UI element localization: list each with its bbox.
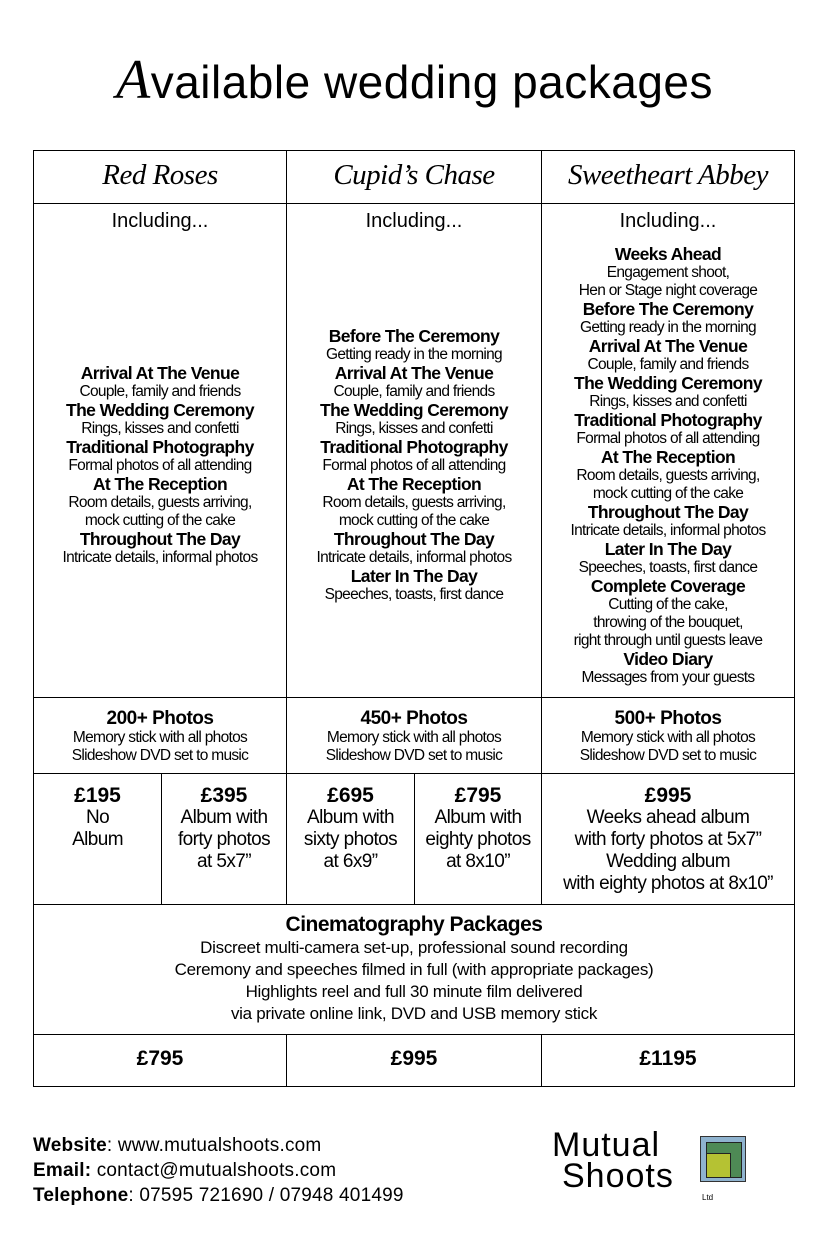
- email-link[interactable]: contact@mutualshoots.com: [96, 1160, 337, 1181]
- feature-title: The Wedding Ceremony: [320, 400, 508, 420]
- feature-description: Room details, guests arriving,: [68, 494, 252, 511]
- including-label: Including...: [619, 210, 717, 232]
- feature-description: Speeches, toasts, first dance: [578, 558, 758, 576]
- price-description: at 8x10”: [446, 851, 510, 872]
- feature-description: Cutting of the cake,: [608, 595, 728, 613]
- price-description: forty photos: [177, 829, 271, 850]
- feature-title: Traditional Photography: [320, 437, 508, 457]
- feature-title: Traditional Photography: [66, 437, 254, 457]
- feature-title: Video Diary: [623, 648, 713, 669]
- telephone-number: 07595 721690 / 07948 401499: [139, 1185, 404, 1206]
- feature-title: Later In The Day: [604, 538, 732, 559]
- cinema-price: £795: [136, 1047, 184, 1070]
- feature-description: Intricate details, informal photos: [62, 549, 258, 566]
- feature-description: Formal photos of all attending: [576, 429, 760, 447]
- price-description: Album with: [434, 807, 522, 828]
- photo-extra: Slideshow DVD set to music: [71, 747, 249, 764]
- price-option: [542, 785, 794, 895]
- feature-description: Room details, guests arriving,: [576, 466, 760, 484]
- feature-description: mock cutting of the cake: [592, 484, 744, 502]
- price-value: £695: [327, 784, 374, 807]
- feature-description: Rings, kisses and confetti: [335, 420, 493, 437]
- photo-extra: Slideshow DVD set to music: [579, 747, 757, 764]
- contact-info: Website: www.mutualshoots.com Email: contact@mutualshoots.com Telephone: 07595 721690 / 07948 401499: [33, 1135, 404, 1206]
- package-name: Cupid’s Chase: [333, 159, 495, 191]
- feature-title: Before The Ceremony: [582, 298, 754, 319]
- feature-title: Complete Coverage: [590, 575, 746, 596]
- logo-word-shoots: Shoots: [562, 1157, 674, 1195]
- cinema-price: £1195: [639, 1047, 697, 1070]
- feature-description: Engagement shoot,: [606, 263, 730, 281]
- feature-description: Messages from your guests: [581, 668, 755, 686]
- feature-list: [34, 238, 286, 693]
- price-description: Wedding album: [606, 851, 730, 872]
- price-description: with forty photos at 5x7”: [574, 829, 762, 850]
- feature-title: Arrival At The Venue: [334, 363, 494, 383]
- cinematography-line: Discreet multi-camera set-up, professional sound recording: [200, 938, 628, 957]
- website-link[interactable]: www.mutualshoots.com: [117, 1135, 322, 1156]
- photo-count: 450+ Photos: [360, 708, 468, 729]
- including-label: Including...: [365, 210, 463, 232]
- mutual-shoots-logo: [552, 1126, 752, 1204]
- feature-description: Rings, kisses and confetti: [589, 392, 747, 410]
- price-description: Album with: [180, 807, 268, 828]
- page-title: Available wedding packages: [115, 49, 714, 111]
- feature-list: [542, 238, 794, 693]
- feature-title: At The Reception: [346, 474, 482, 494]
- photo-extra: Slideshow DVD set to music: [325, 747, 503, 764]
- feature-description: right through until guests leave: [573, 631, 763, 649]
- logo-suffix: Ltd: [702, 1193, 714, 1202]
- cinema-price: £995: [390, 1047, 438, 1070]
- feature-list: [287, 238, 541, 693]
- feature-title: At The Reception: [600, 446, 736, 467]
- feature-title: Before The Ceremony: [328, 326, 500, 346]
- cinematography-line: via private online link, DVD and USB memory stick: [230, 1004, 598, 1023]
- feature-title: Throughout The Day: [79, 529, 241, 549]
- photo-count: 200+ Photos: [106, 708, 214, 729]
- price-value: £795: [454, 784, 502, 807]
- feature-title: Weeks Ahead: [614, 243, 722, 264]
- feature-title: The Wedding Ceremony: [574, 372, 762, 393]
- package-features: [542, 204, 794, 697]
- price-value: £195: [74, 784, 121, 807]
- photo-extra: Memory stick with all photos: [72, 729, 248, 746]
- price-description: Album with: [307, 807, 394, 828]
- feature-description: Couple, family and friends: [79, 383, 241, 400]
- cinematography-title: Cinematography Packages: [285, 913, 543, 936]
- feature-description: Room details, guests arriving,: [322, 494, 506, 511]
- price-option: [162, 785, 286, 873]
- price-description: eighty photos: [425, 829, 531, 850]
- price-description: at 6x9”: [323, 851, 378, 872]
- feature-title: At The Reception: [92, 474, 228, 494]
- feature-title: Arrival At The Venue: [80, 363, 240, 383]
- photo-allowance: [287, 708, 541, 765]
- including-label: Including...: [111, 210, 209, 232]
- logo-mark-icon: [700, 1136, 746, 1182]
- package-features: [34, 204, 286, 697]
- cinematography-line: Highlights reel and full 30 minute film delivered: [245, 982, 583, 1001]
- feature-description: Hen or Stage night coverage: [578, 281, 758, 299]
- price-option: [415, 785, 541, 873]
- feature-title: Later In The Day: [350, 566, 478, 586]
- feature-title: The Wedding Ceremony: [66, 400, 254, 420]
- photo-extra: Memory stick with all photos: [580, 729, 756, 746]
- feature-description: Getting ready in the morning: [326, 346, 502, 363]
- feature-description: mock cutting of the cake: [84, 512, 236, 529]
- price-description: Weeks ahead album: [586, 807, 750, 828]
- price-description: sixty photos: [303, 829, 398, 850]
- feature-description: Formal photos of all attending: [68, 457, 252, 474]
- feature-description: Intricate details, informal photos: [316, 549, 512, 566]
- logo-word-mutual: Mutual: [552, 1126, 661, 1164]
- price-option: [287, 785, 414, 873]
- price-value: £395: [200, 784, 248, 807]
- feature-description: Rings, kisses and confetti: [81, 420, 239, 437]
- price-option: [34, 785, 161, 851]
- photo-allowance: [542, 708, 794, 765]
- feature-title: Throughout The Day: [333, 529, 495, 549]
- package-name: Red Roses: [102, 159, 218, 191]
- package-name: Sweetheart Abbey: [567, 159, 769, 191]
- feature-description: mock cutting of the cake: [338, 512, 490, 529]
- feature-title: Throughout The Day: [587, 501, 749, 522]
- feature-title: Traditional Photography: [574, 409, 762, 430]
- price-description: No: [85, 807, 110, 828]
- price-description: with eighty photos at 8x10”: [563, 873, 773, 894]
- photo-allowance: [34, 708, 286, 765]
- feature-description: Speeches, toasts, first dance: [324, 586, 504, 603]
- package-features: [287, 204, 541, 697]
- packages-table: [33, 150, 795, 1087]
- feature-description: Formal photos of all attending: [322, 457, 506, 474]
- price-description: Album: [72, 829, 123, 850]
- feature-title: Arrival At The Venue: [588, 335, 748, 356]
- price-value: £995: [644, 784, 692, 807]
- feature-description: Getting ready in the morning: [580, 318, 756, 336]
- cinematography-line: Ceremony and speeches filmed in full (with appropriate packages): [174, 960, 654, 979]
- cinematography-section: [34, 913, 794, 1025]
- feature-description: Couple, family and friends: [333, 383, 495, 400]
- price-description: at 5x7”: [197, 851, 251, 872]
- photo-count: 500+ Photos: [614, 708, 722, 729]
- feature-description: Couple, family and friends: [587, 355, 749, 373]
- photo-extra: Memory stick with all photos: [326, 729, 502, 746]
- feature-description: Intricate details, informal photos: [570, 521, 766, 539]
- feature-description: throwing of the bouquet,: [593, 613, 743, 631]
